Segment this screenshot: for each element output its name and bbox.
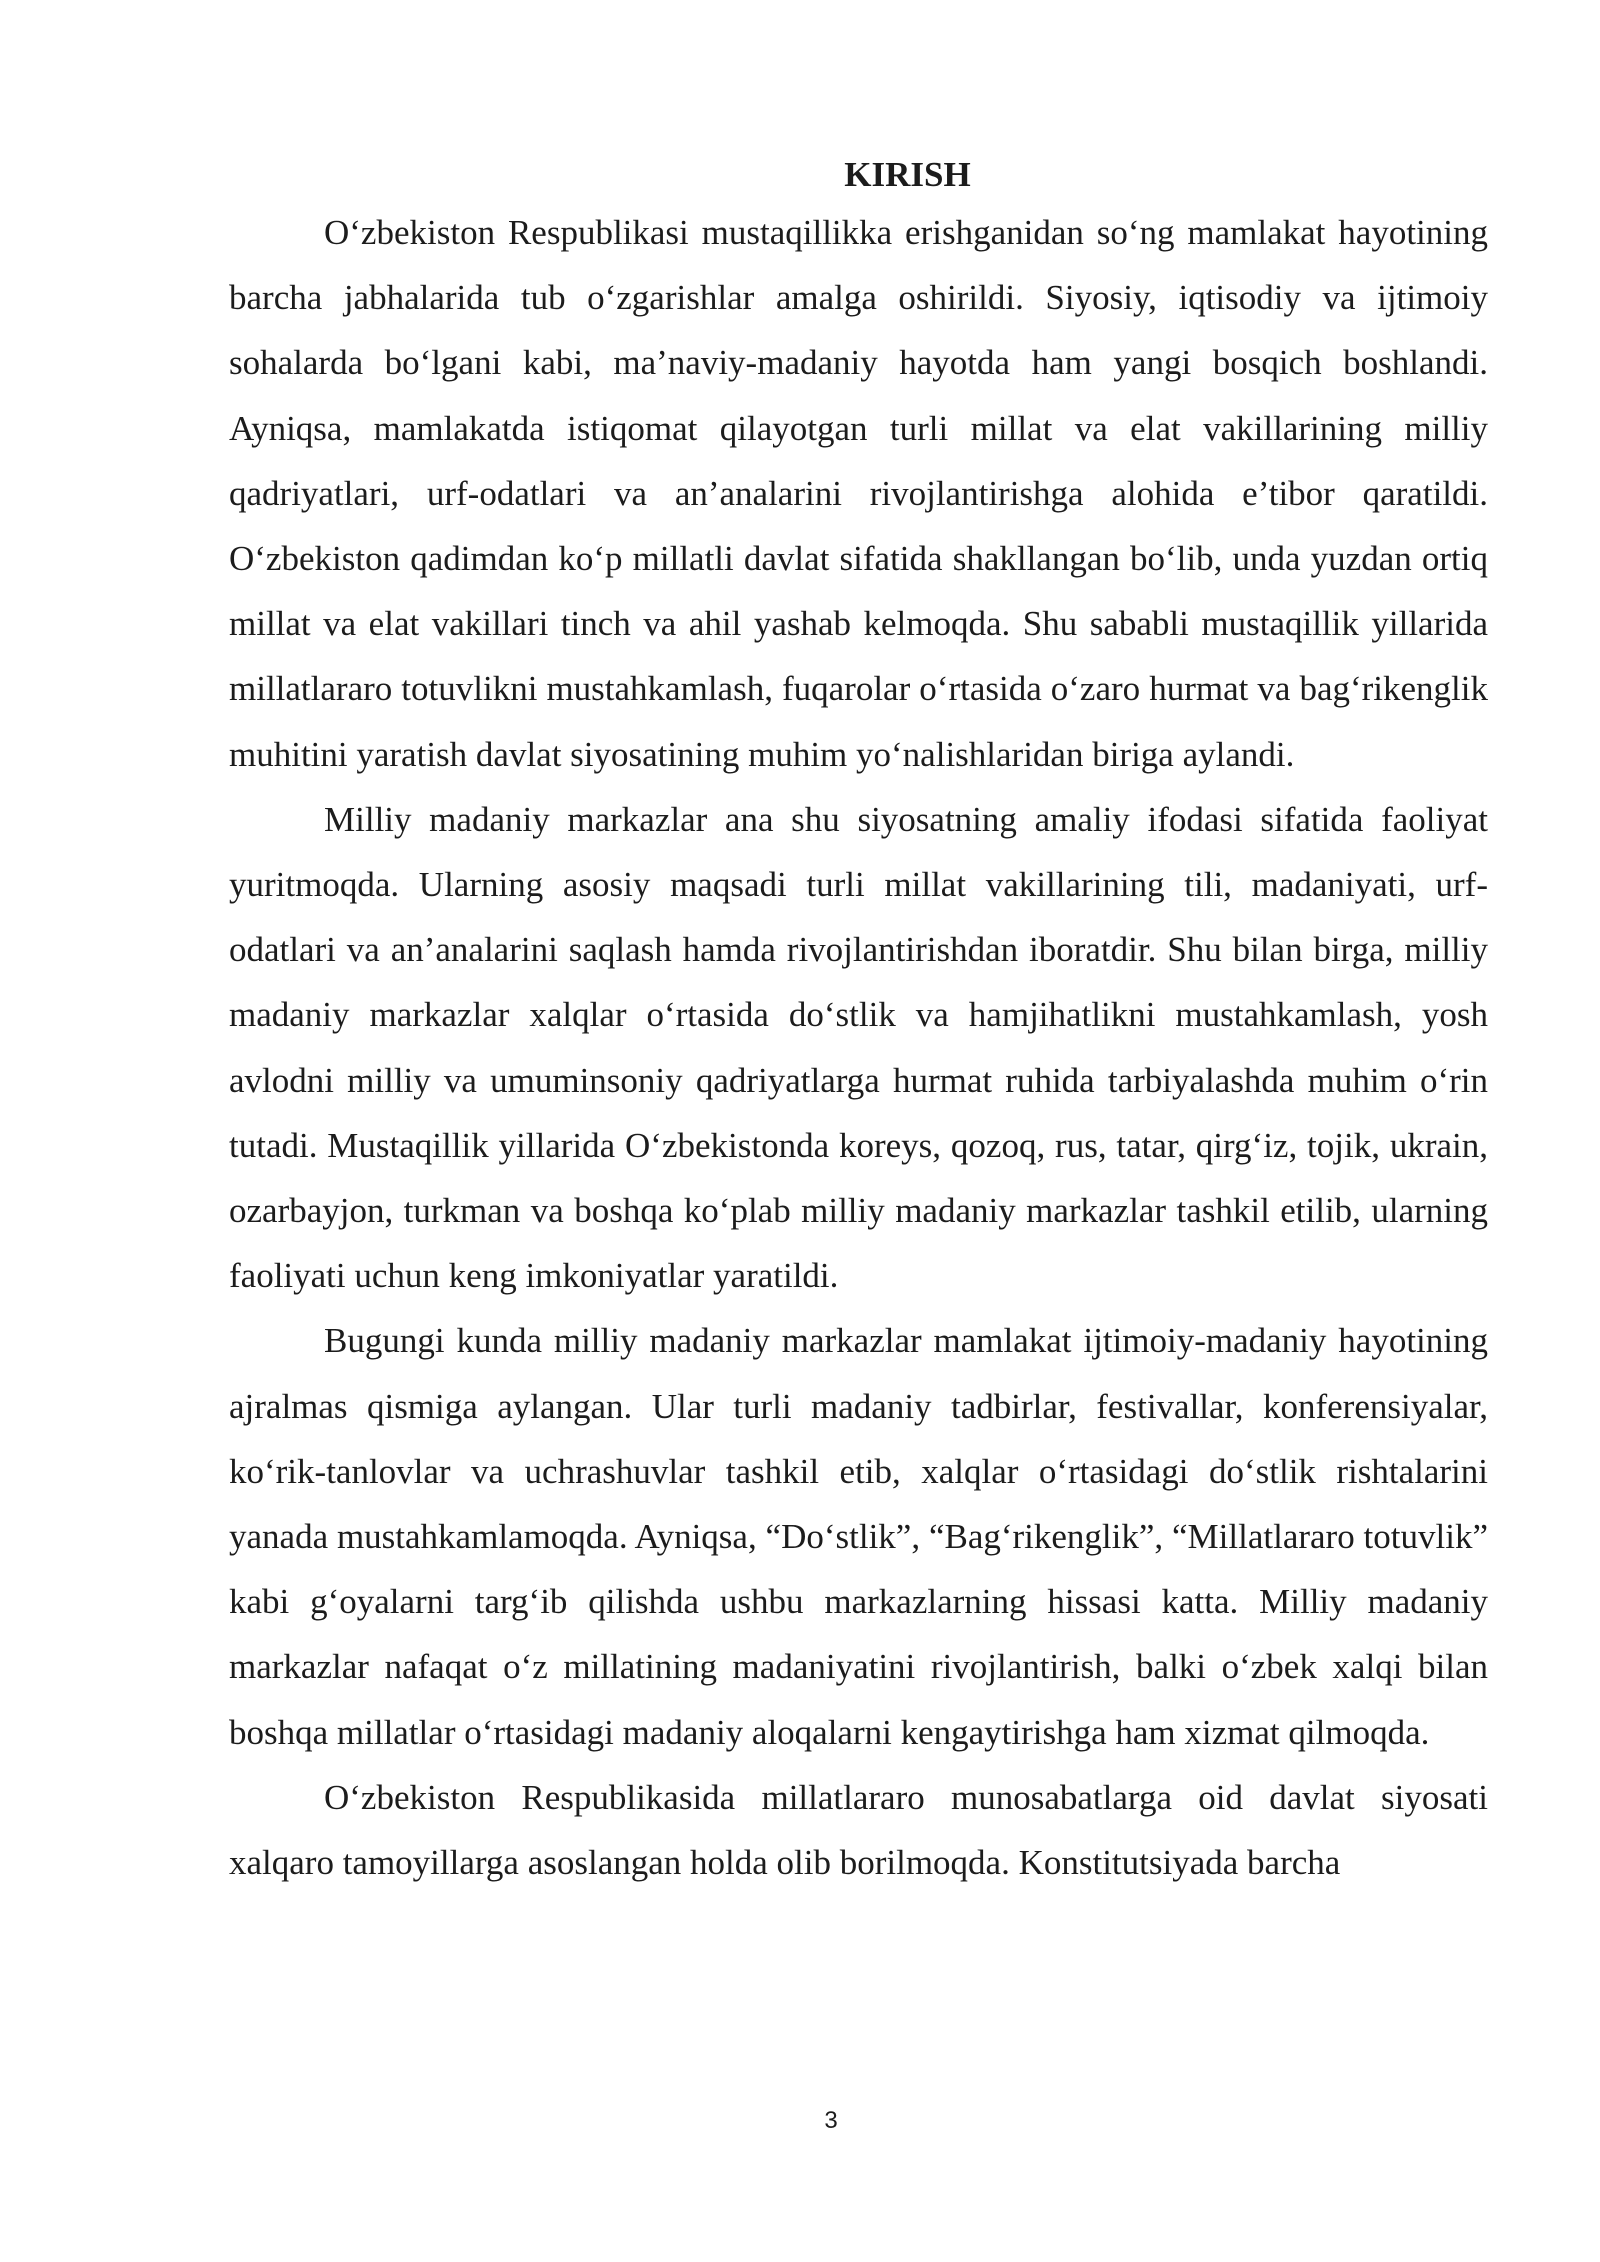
paragraph-2: Milliy madaniy markazlar ana shu siyosatning amaliy ifodasi sifatida faoliyat yuritmoqda. Ularning asosiy maqsadi turli millat vakillarining tili, madaniyati, urf-odatlari va an’analarini saqlash hamda rivojlantirishdan iboratdir. Shu bilan birga, milliy madaniy markazlar xalqlar o‘rtasida do‘stlik va hamjihatlikni mustahkamlash, yosh avlodni milliy va umuminsoniy qadriyatlarga hurmat ruhida tarbiyalashda muhim o‘rin tutadi. Mustaqillik yillarida O‘zbekistonda koreys, qozoq, rus, tatar, qirg‘iz, tojik, ukrain, ozarbayjon, turkman va boshqa ko‘plab milliy madaniy markazlar tashkil etilib, ularning faoliyati uchun keng imkoniyatlar yaratildi.: [229, 799, 1488, 1296]
section-heading: KIRISH: [844, 155, 971, 194]
paragraph-1: O‘zbekiston Respublikasi mustaqillikka erishganidan so‘ng mamlakat hayotining barcha jabhalarida tub o‘zgarishlar amalga oshirildi. Siyosiy, iqtisodiy va ijtimoiy sohalarda bo‘lgani kabi, ma’naviy-madaniy hayotda ham yangi bosqich boshlandi. Ayniqsa, mamlakatda istiqomat qilayotgan turli millat va elat vakillarining milliy qadriyatlari, urf-odatlari va an’analarini rivojlantirishga alohida e’tibor qaratildi. O‘zbekiston qadimdan ko‘p millatli davlat sifatida shakllangan bo‘lib, unda yuzdan ortiq millat va elat vakillari tinch va ahil yashab kelmoqda. Shu sababli mustaqillik yillarida millatlararo totuvlikni mustahkamlash, fuqarolar o‘rtasida o‘zaro hurmat va bag‘rikenglik muhitini yaratish davlat siyosatining muhim yo‘nalishlaridan biriga aylandi.: [229, 213, 1488, 774]
paragraph-4: O‘zbekiston Respublikasida millatlararo munosabatlarga oid davlat siyosati xalqaro tamoyillarga asoslangan holda olib borilmoqda. Konstitutsiyada barcha: [229, 1777, 1488, 1883]
page-content: [229, 150, 1488, 1895]
paragraph-3: Bugungi kunda milliy madaniy markazlar mamlakat ijtimoiy-madaniy hayotining ajralmas qismiga aylangan. Ular turli madaniy tadbirlar, festivallar, konferensiyalar, ko‘rik-tanlovlar va uchrashuvlar tashkil etib, xalqlar o‘rtasidagi do‘stlik rishtalarini yanada mustahkamlamoqda. Ayniqsa, “Do‘stlik”, “Bag‘rikenglik”, “Millatlararo totuvlik” kabi g‘oyalarni targ‘ib qilishda ushbu markazlarning hissasi katta. Milliy madaniy markazlar nafaqat o‘z millatining madaniyatini rivojlantirish, balki o‘zbek xalqi bilan boshqa millatlar o‘rtasidagi madaniy aloqalarni kengaytirishga ham xizmat qilmoqda.: [229, 1321, 1488, 1752]
page-number: 3: [824, 2107, 838, 2134]
